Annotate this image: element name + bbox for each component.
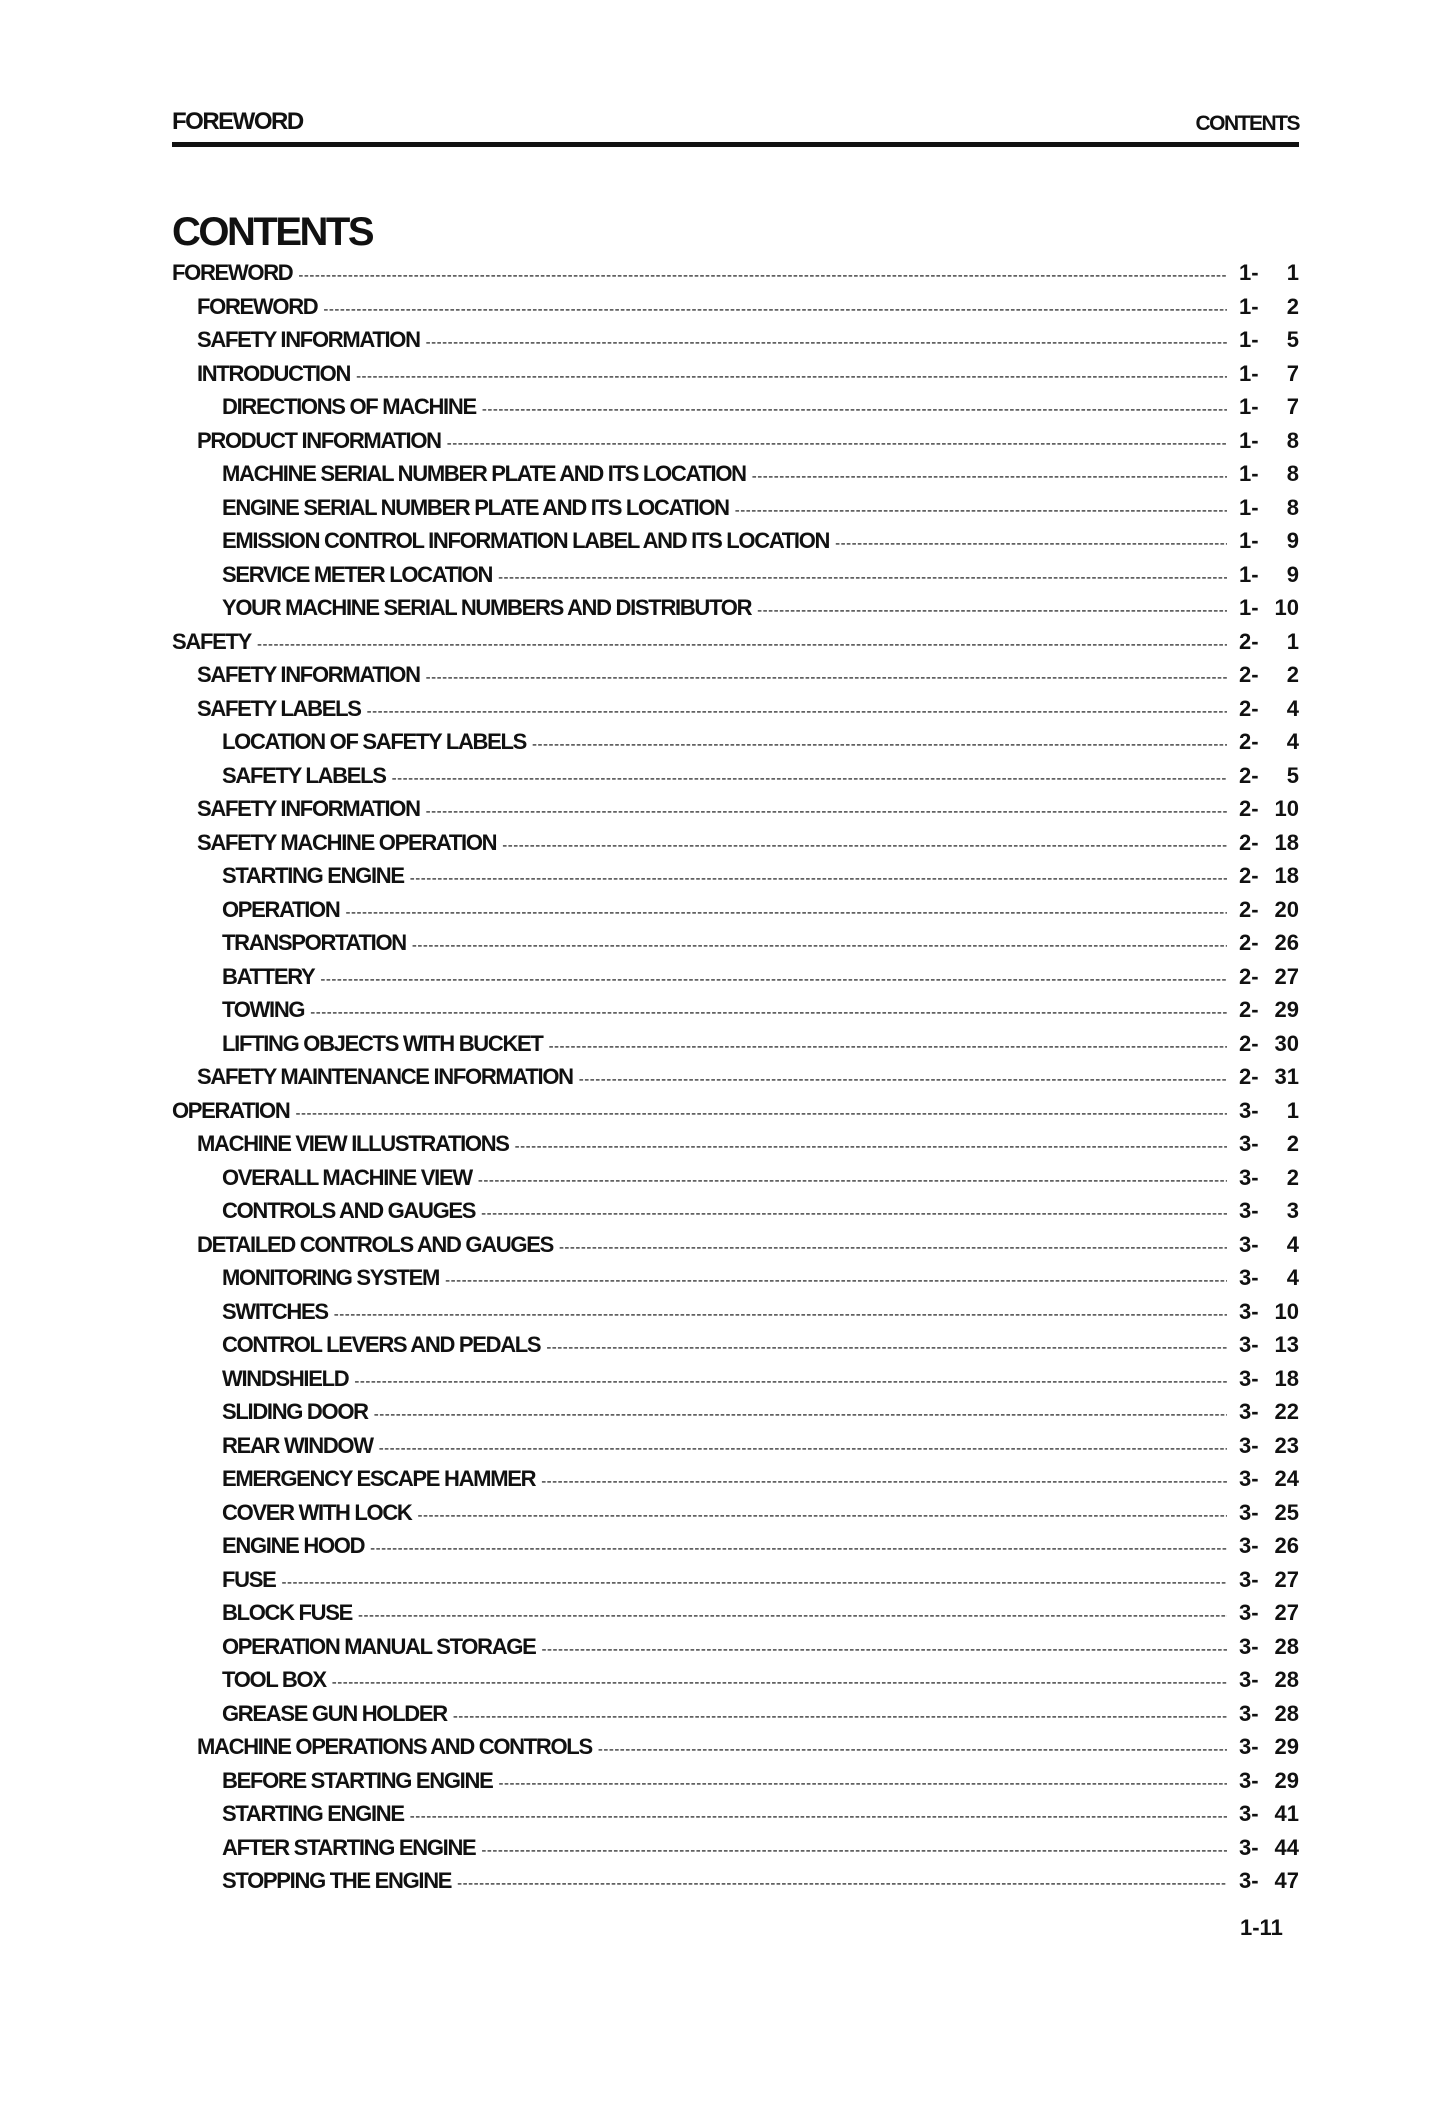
toc-entry-title: SAFETY LABELS <box>222 762 386 788</box>
toc-entry-title: FOREWORD <box>197 293 318 319</box>
dot-leader <box>579 1071 1227 1088</box>
toc-entry-title: BEFORE STARTING ENGINE <box>222 1767 493 1793</box>
toc-entry <box>172 930 1299 964</box>
toc-entry <box>172 830 1299 864</box>
toc-entry <box>172 1299 1299 1333</box>
dot-leader <box>478 1172 1227 1189</box>
toc-chapter: 2- <box>1239 829 1259 855</box>
toc-entry-title: SLIDING DOOR <box>222 1399 368 1424</box>
toc-entry <box>172 1466 1299 1500</box>
toc-page: 28 <box>1274 1700 1299 1726</box>
toc-entry <box>172 428 1299 462</box>
dot-leader <box>332 1674 1227 1691</box>
toc-page: 20 <box>1274 896 1299 922</box>
toc-entry <box>172 1265 1299 1299</box>
toc-entry <box>172 562 1299 596</box>
toc-entry-title: COVER WITH LOCK <box>222 1499 412 1525</box>
toc-entry <box>172 1098 1299 1132</box>
dot-leader <box>410 1808 1227 1825</box>
toc-page: 3 <box>1286 1198 1299 1223</box>
toc-chapter: 1- <box>1239 260 1259 285</box>
toc-page: 2 <box>1286 1164 1299 1190</box>
dot-leader <box>515 1138 1227 1155</box>
page-title: CONTENTS <box>172 210 372 254</box>
dot-leader <box>542 1641 1228 1658</box>
toc-entry-title: AFTER STARTING ENGINE <box>222 1834 476 1860</box>
toc-page: 25 <box>1274 1499 1299 1525</box>
toc-entry-title: CONTROLS AND GAUGES <box>222 1198 476 1223</box>
toc-page: 7 <box>1286 394 1299 419</box>
toc-entry <box>172 1734 1299 1768</box>
toc-page: 28 <box>1274 1633 1299 1659</box>
toc-chapter: 3- <box>1239 1767 1259 1793</box>
toc-entry <box>172 1801 1299 1835</box>
toc-entry <box>172 796 1299 830</box>
toc-page: 9 <box>1286 528 1299 553</box>
dot-leader <box>735 502 1227 519</box>
toc-entry <box>172 394 1299 428</box>
toc-entry <box>172 1600 1299 1634</box>
toc-chapter: 2- <box>1239 695 1259 721</box>
toc-page: 4 <box>1286 695 1299 721</box>
toc-entry-title: OPERATION <box>222 896 340 922</box>
dot-leader <box>445 1272 1227 1289</box>
running-header-title: CONTENTS <box>1195 112 1299 135</box>
toc-entry <box>172 528 1299 562</box>
toc-entry <box>172 461 1299 495</box>
toc-chapter: 1- <box>1239 327 1259 352</box>
toc-chapter: 3- <box>1239 1231 1259 1257</box>
dot-leader <box>354 1373 1227 1390</box>
dot-leader <box>482 401 1227 418</box>
toc-page: 5 <box>1286 327 1299 352</box>
toc-page: 13 <box>1274 1332 1299 1357</box>
toc-entry <box>172 294 1299 328</box>
toc-chapter: 3- <box>1239 1801 1259 1826</box>
toc-entry-title: EMISSION CONTROL INFORMATION LABEL AND ITS LOCATION <box>222 528 830 553</box>
toc-page: 28 <box>1274 1667 1299 1692</box>
toc-entry <box>172 595 1299 629</box>
dot-leader <box>546 1339 1227 1356</box>
toc-entry <box>172 1131 1299 1165</box>
toc-page: 4 <box>1286 1265 1299 1290</box>
toc-entry-title: LIFTING OBJECTS WITH BUCKET <box>222 1030 543 1056</box>
toc-chapter: 2- <box>1239 997 1259 1022</box>
toc-chapter: 1- <box>1239 561 1259 587</box>
toc-chapter: 3- <box>1239 1432 1259 1458</box>
toc-entry <box>172 260 1299 294</box>
toc-page: 41 <box>1274 1801 1299 1826</box>
toc-entry <box>172 1567 1299 1601</box>
dot-leader <box>412 937 1227 954</box>
page-number: 1-11 <box>1240 1915 1283 1940</box>
toc-page: 23 <box>1274 1432 1299 1458</box>
dot-leader <box>345 904 1227 921</box>
toc-page: 1 <box>1286 628 1299 654</box>
dot-leader <box>447 435 1227 452</box>
toc-page: 29 <box>1274 997 1299 1022</box>
toc-entry <box>172 495 1299 529</box>
toc-page: 5 <box>1286 762 1299 788</box>
toc-chapter: 3- <box>1239 1734 1259 1759</box>
dot-leader <box>453 1708 1227 1725</box>
dot-leader <box>835 535 1227 552</box>
toc-chapter: 3- <box>1239 1533 1259 1558</box>
dot-leader <box>549 1038 1227 1055</box>
toc-entry-title: SWITCHES <box>222 1298 328 1324</box>
toc-entry-title: REAR WINDOW <box>222 1432 373 1458</box>
dot-leader <box>418 1507 1228 1524</box>
toc-page: 30 <box>1274 1030 1299 1056</box>
dot-leader <box>281 1574 1227 1591</box>
toc-page: 7 <box>1286 360 1299 386</box>
toc-entry-title: DIRECTIONS OF MACHINE <box>222 394 476 419</box>
toc-entry-title: TOWING <box>222 997 305 1022</box>
toc-entry-title: BATTERY <box>222 963 315 989</box>
toc-chapter: 1- <box>1239 293 1259 319</box>
toc-entry <box>172 327 1299 361</box>
toc-entry-title: LOCATION OF SAFETY LABELS <box>222 729 527 754</box>
dot-leader <box>502 837 1227 854</box>
toc-entry <box>172 964 1299 998</box>
toc-entry-title: DETAILED CONTROLS AND GAUGES <box>197 1231 553 1257</box>
toc-chapter: 2- <box>1239 628 1259 654</box>
toc-entry-title: WINDSHIELD <box>222 1365 349 1391</box>
toc-entry <box>172 1667 1299 1701</box>
dot-leader <box>410 870 1227 887</box>
dot-leader <box>356 368 1227 385</box>
toc-entry-title: PRODUCT INFORMATION <box>197 427 441 453</box>
toc-entry-title: SAFETY MACHINE OPERATION <box>197 829 497 855</box>
toc-chapter: 2- <box>1239 762 1259 788</box>
toc-page: 29 <box>1274 1767 1299 1793</box>
toc-chapter: 3- <box>1239 1298 1259 1324</box>
toc-entry <box>172 1835 1299 1869</box>
toc-chapter: 3- <box>1239 1198 1259 1223</box>
toc-entry-title: SAFETY <box>172 628 251 654</box>
dot-leader <box>481 1205 1227 1222</box>
toc-entry <box>172 1868 1299 1902</box>
dot-leader <box>457 1875 1227 1892</box>
toc-entry <box>172 729 1299 763</box>
toc-entry-title: FUSE <box>222 1566 276 1592</box>
toc-page: 4 <box>1286 729 1299 754</box>
toc-entry-title: SAFETY MAINTENANCE INFORMATION <box>197 1064 573 1089</box>
dot-leader <box>392 770 1227 787</box>
toc-page: 26 <box>1274 930 1299 955</box>
toc-entry-title: GREASE GUN HOLDER <box>222 1700 447 1726</box>
toc-chapter: 2- <box>1239 1064 1259 1089</box>
toc-page: 8 <box>1286 427 1299 453</box>
toc-chapter: 2- <box>1239 863 1259 888</box>
toc-entry-title: SAFETY INFORMATION <box>197 327 420 352</box>
toc-page: 9 <box>1286 561 1299 587</box>
toc-chapter: 2- <box>1239 930 1259 955</box>
toc-chapter: 3- <box>1239 1399 1259 1424</box>
toc-chapter: 1- <box>1239 494 1259 520</box>
toc-chapter: 1- <box>1239 360 1259 386</box>
dot-leader <box>358 1607 1227 1624</box>
toc-entry <box>172 1634 1299 1668</box>
toc-entry <box>172 1500 1299 1534</box>
toc-entry-title: OVERALL MACHINE VIEW <box>222 1164 472 1190</box>
toc-entry <box>172 1198 1299 1232</box>
toc-chapter: 1- <box>1239 595 1259 620</box>
toc-entry-title: FOREWORD <box>172 260 293 285</box>
dot-leader <box>426 334 1227 351</box>
toc-page: 27 <box>1274 1600 1299 1625</box>
toc-chapter: 3- <box>1239 1834 1259 1860</box>
toc-entry <box>172 1232 1299 1266</box>
dot-leader <box>367 703 1227 720</box>
toc-entry <box>172 1768 1299 1802</box>
toc-entry <box>172 662 1299 696</box>
toc-entry-title: STARTING ENGINE <box>222 863 404 888</box>
toc-entry <box>172 1701 1299 1735</box>
toc-page: 18 <box>1274 863 1299 888</box>
dot-leader <box>426 803 1227 820</box>
toc-entry <box>172 1433 1299 1467</box>
toc-entry <box>172 629 1299 663</box>
dot-leader <box>541 1473 1227 1490</box>
toc-page: 10 <box>1274 1298 1299 1324</box>
dot-leader <box>532 736 1227 753</box>
dot-leader <box>598 1741 1227 1758</box>
toc-entry <box>172 763 1299 797</box>
toc-chapter: 3- <box>1239 1365 1259 1391</box>
toc-chapter: 2- <box>1239 796 1259 821</box>
toc-entry <box>172 1399 1299 1433</box>
toc-entry-title: SAFETY LABELS <box>197 695 361 721</box>
toc-entry <box>172 1332 1299 1366</box>
toc-chapter: 2- <box>1239 662 1259 687</box>
toc-chapter: 2- <box>1239 963 1259 989</box>
toc-page: 22 <box>1274 1399 1299 1424</box>
toc-entry-title: INTRODUCTION <box>197 360 351 386</box>
table-of-contents <box>172 260 1299 1902</box>
dot-leader <box>498 1775 1227 1792</box>
toc-page: 18 <box>1274 829 1299 855</box>
dot-leader <box>370 1540 1227 1557</box>
toc-page: 27 <box>1274 963 1299 989</box>
dot-leader <box>334 1306 1227 1323</box>
toc-entry <box>172 1031 1299 1065</box>
toc-entry-title: CONTROL LEVERS AND PEDALS <box>222 1332 541 1357</box>
toc-entry-title: BLOCK FUSE <box>222 1600 353 1625</box>
toc-chapter: 3- <box>1239 1466 1259 1491</box>
toc-chapter: 3- <box>1239 1131 1259 1156</box>
toc-entry-title: ENGINE SERIAL NUMBER PLATE AND ITS LOCATION <box>222 494 729 520</box>
toc-entry-title: TOOL BOX <box>222 1667 326 1692</box>
toc-entry-title: STARTING ENGINE <box>222 1801 404 1826</box>
toc-chapter: 2- <box>1239 729 1259 754</box>
toc-page: 47 <box>1274 1868 1299 1893</box>
toc-entry-title: SAFETY INFORMATION <box>197 662 420 687</box>
toc-entry-title: STOPPING THE ENGINE <box>222 1868 452 1893</box>
dot-leader <box>320 971 1227 988</box>
dot-leader <box>379 1440 1227 1457</box>
toc-page: 10 <box>1274 796 1299 821</box>
dot-leader <box>298 267 1227 284</box>
toc-entry-title: SAFETY INFORMATION <box>197 796 420 821</box>
toc-entry-title: TRANSPORTATION <box>222 930 406 955</box>
toc-page: 2 <box>1286 1131 1299 1156</box>
dot-leader <box>757 602 1227 619</box>
toc-chapter: 3- <box>1239 1499 1259 1525</box>
toc-chapter: 3- <box>1239 1164 1259 1190</box>
dot-leader <box>426 669 1227 686</box>
toc-chapter: 3- <box>1239 1633 1259 1659</box>
toc-chapter: 1- <box>1239 427 1259 453</box>
dot-leader <box>374 1406 1227 1423</box>
dot-leader <box>752 468 1227 485</box>
toc-chapter: 3- <box>1239 1332 1259 1357</box>
toc-page: 24 <box>1274 1466 1299 1491</box>
toc-chapter: 1- <box>1239 394 1259 419</box>
toc-page: 27 <box>1274 1566 1299 1592</box>
toc-entry-title: MACHINE VIEW ILLUSTRATIONS <box>197 1131 509 1156</box>
toc-chapter: 1- <box>1239 461 1259 486</box>
toc-chapter: 2- <box>1239 896 1259 922</box>
toc-page: 8 <box>1286 461 1299 486</box>
toc-chapter: 3- <box>1239 1667 1259 1692</box>
toc-chapter: 3- <box>1239 1566 1259 1592</box>
toc-page: 31 <box>1274 1064 1299 1089</box>
toc-page: 18 <box>1274 1365 1299 1391</box>
toc-page: 2 <box>1286 293 1299 319</box>
toc-entry <box>172 1366 1299 1400</box>
dot-leader <box>323 301 1227 318</box>
toc-chapter: 3- <box>1239 1600 1259 1625</box>
toc-entry <box>172 863 1299 897</box>
toc-entry-title: EMERGENCY ESCAPE HAMMER <box>222 1466 536 1491</box>
toc-entry <box>172 897 1299 931</box>
toc-page: 29 <box>1274 1734 1299 1759</box>
dot-leader <box>559 1239 1227 1256</box>
toc-entry <box>172 1533 1299 1567</box>
toc-chapter: 3- <box>1239 1700 1259 1726</box>
toc-entry-title: OPERATION <box>172 1097 290 1123</box>
toc-page: 26 <box>1274 1533 1299 1558</box>
toc-entry-title: ENGINE HOOD <box>222 1533 365 1558</box>
toc-page: 8 <box>1286 494 1299 520</box>
toc-page: 1 <box>1286 260 1299 285</box>
toc-entry <box>172 997 1299 1031</box>
toc-page: 44 <box>1274 1834 1299 1860</box>
toc-entry <box>172 1064 1299 1098</box>
toc-entry-title: MACHINE SERIAL NUMBER PLATE AND ITS LOCATION <box>222 461 746 486</box>
toc-chapter: 2- <box>1239 1030 1259 1056</box>
toc-entry <box>172 696 1299 730</box>
dot-leader <box>295 1105 1227 1122</box>
toc-chapter: 1- <box>1239 528 1259 553</box>
toc-entry-title: OPERATION MANUAL STORAGE <box>222 1633 536 1659</box>
toc-entry-title: YOUR MACHINE SERIAL NUMBERS AND DISTRIBUTOR <box>222 595 752 620</box>
toc-page: 2 <box>1286 662 1299 687</box>
toc-chapter: 3- <box>1239 1868 1259 1893</box>
toc-page: 10 <box>1274 595 1299 620</box>
toc-chapter: 3- <box>1239 1265 1259 1290</box>
toc-entry <box>172 361 1299 395</box>
toc-entry-title: SERVICE METER LOCATION <box>222 561 493 587</box>
dot-leader <box>257 636 1227 653</box>
toc-entry <box>172 1165 1299 1199</box>
dot-leader <box>498 569 1227 586</box>
dot-leader <box>481 1842 1227 1859</box>
toc-entry-title: MACHINE OPERATIONS AND CONTROLS <box>197 1734 592 1759</box>
dot-leader <box>310 1004 1227 1021</box>
toc-page: 1 <box>1286 1097 1299 1123</box>
running-header-section: FOREWORD <box>172 108 303 135</box>
header-rule <box>172 142 1299 147</box>
toc-chapter: 3- <box>1239 1097 1259 1123</box>
toc-entry-title: MONITORING SYSTEM <box>222 1265 440 1290</box>
toc-page: 4 <box>1286 1231 1299 1257</box>
